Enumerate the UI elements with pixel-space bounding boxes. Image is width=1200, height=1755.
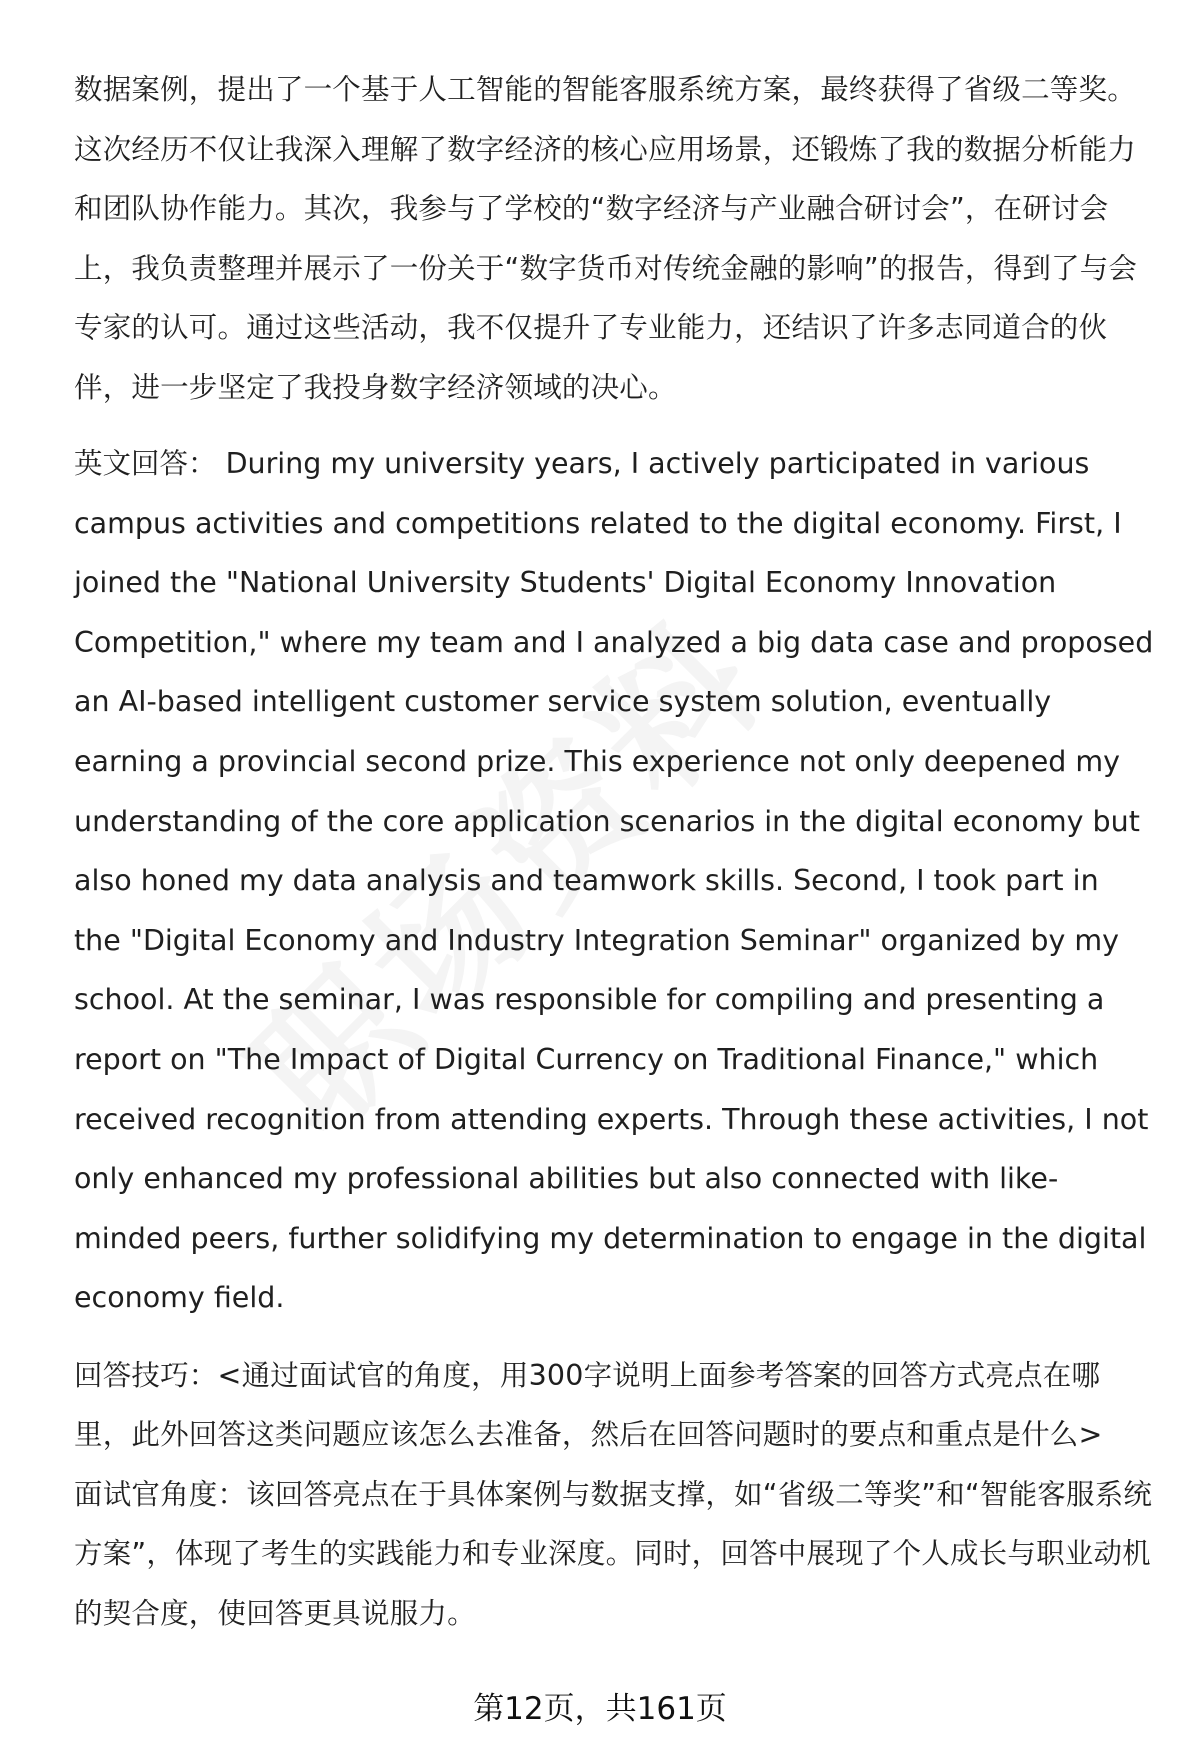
- paragraph-english-answer: [74, 434, 1154, 1328]
- paragraph-answer-tips: 回答技巧：<通过面试官的角度，用300字说明上面参考答案的回答方式亮点在哪里，此外回答这类问题应该怎么去准备，然后在回答问题时的要点和重点是什么>: [74, 1358, 1103, 1452]
- paragraph-interviewer-perspective: 面试官角度：该回答亮点在于具体案例与数据支撑，如“省级二等奖”和“智能客服系统方案”，体现了考生的实践能力和专业深度。同时，回答中展现了个人成长与职业动机的契合度，使回答更具说服力。: [74, 1477, 1153, 1630]
- page-number-footer: 第12页，共161页: [473, 1691, 727, 1727]
- english-answer-label: 英文回答：: [74, 447, 217, 480]
- english-answer-text: During my university years, I actively participated in various campus activities and competitions related to the digital economy. First, I joined the "National University Students' Digital Economy Innovation Competition," where my team and I analyzed a big data case and proposed an AI-based intelligent customer service system solution, eventually earning a provincial second prize. This experience not only deepened my understanding of the core application scenarios in the digital economy but also honed my data analysis and teamwork skills. Second, I took part in the "Digital Economy and Industry Integration Seminar" organized by my school. At the seminar, I was responsible for compiling and presenting a report on "The Impact of Digital Currency on Traditional Finance," which received recognition from attending experts. Through these activities, I not only enhanced my professional abilities but also connected with like-minded peers, further solidifying my determination to engage in the digital economy field.: [74, 447, 1154, 1315]
- paragraph-chinese-answer: 数据案例，提出了一个基于人工智能的智能客服系统方案，最终获得了省级二等奖。这次经历不仅让我深入理解了数字经济的核心应用场景，还锻炼了我的数据分析能力和团队协作能力。其次，我参与了学校的“数字经济与产业融合研讨会”，在研讨会上，我负责整理并展示了一份关于“数字货币对传统金融的影响”的报告，得到了与会专家的认可。通过这些活动，我不仅提升了专业能力，还结识了许多志同道合的伙伴，进一步坚定了我投身数字经济领域的决心。: [74, 73, 1138, 404]
- page-content: [74, 60, 1154, 1643]
